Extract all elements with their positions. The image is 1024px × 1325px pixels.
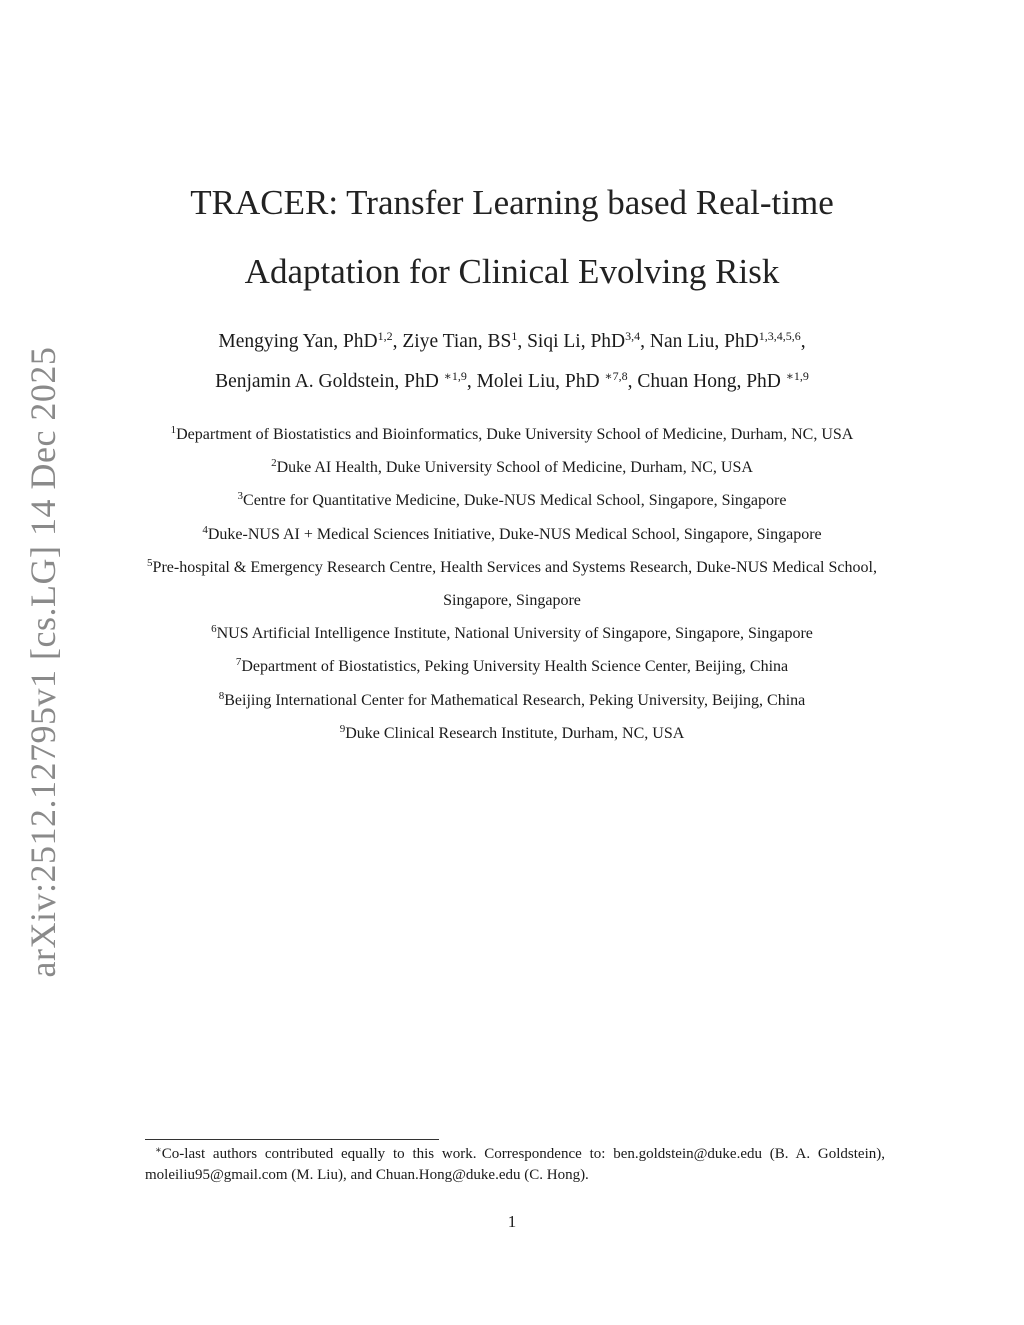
title-line-1: TRACER: Transfer Learning based Real-time xyxy=(190,183,834,222)
affiliation-number: 4 xyxy=(202,523,208,536)
correspondence-footnote xyxy=(145,1144,885,1186)
affiliation-list xyxy=(140,418,884,750)
affiliation-number: 7 xyxy=(235,656,242,669)
affiliation-item xyxy=(140,551,884,617)
affiliation-text: Department of Biostatistics, Peking University Health Science Center, Beijing, China xyxy=(241,658,789,676)
author-separator: , xyxy=(517,331,528,352)
affiliation-item xyxy=(140,451,884,484)
author-name: Ziye Tian, BS xyxy=(402,331,512,352)
footnote-divider xyxy=(145,1139,439,1140)
affiliation-item xyxy=(140,518,884,551)
author-line-1 xyxy=(0,322,1024,362)
affiliation-item xyxy=(140,418,884,451)
author-line-2 xyxy=(0,362,1024,402)
page-number: 1 xyxy=(507,1212,517,1231)
affiliation-item xyxy=(140,717,884,750)
affiliation-text: Beijing International Center for Mathematical Research, Peking University, Beijing, China xyxy=(224,691,806,709)
author-name: Chuan Hong, PhD xyxy=(637,371,786,392)
affiliation-item xyxy=(140,684,884,717)
author-list xyxy=(0,322,1024,402)
author-affiliation-marker: 1,2 xyxy=(377,329,393,343)
affiliation-number: 2 xyxy=(271,457,277,470)
affiliation-text: Pre-hospital & Emergency Research Centre, Health Services and Systems Research, Duke-NUS Medical School, Singapore, Singapore xyxy=(152,558,877,610)
affiliation-text: Duke Clinical Research Institute, Durham, NC, USA xyxy=(345,724,685,742)
author-separator: , xyxy=(466,371,477,392)
title-line-2: Adaptation for Clinical Evolving Risk xyxy=(244,252,780,291)
affiliation-item xyxy=(140,617,884,650)
author-name: Mengying Yan, PhD xyxy=(218,331,378,352)
author-separator: , xyxy=(392,331,403,352)
footnote-text: Co-last authors contributed equally to this work. Correspondence to: ben.goldstein@duke.edu (B. A. Goldstein), moleiliu95@gmail.com (M. Liu), and Chuan.Hong@duke.edu (C. Hong). xyxy=(145,1146,885,1183)
author-separator: , xyxy=(800,331,806,352)
affiliation-text: Centre for Quantitative Medicine, Duke-NUS Medical School, Singapore, Singapore xyxy=(243,492,787,510)
author-affiliation-marker: 3,4 xyxy=(625,329,641,343)
author-name: Siqi Li, PhD xyxy=(527,331,626,352)
author-affiliation-marker: ∗7,8 xyxy=(604,369,628,383)
author-separator: , xyxy=(627,371,638,392)
affiliation-number: 5 xyxy=(147,556,153,569)
paper-title xyxy=(0,168,1024,306)
affiliation-number: 1 xyxy=(170,424,177,436)
affiliation-item xyxy=(140,484,884,517)
affiliation-number: 6 xyxy=(211,623,217,636)
author-affiliation-marker: 1,3,4,5,6 xyxy=(758,329,801,343)
author-affiliation-marker: 1 xyxy=(511,329,518,343)
affiliation-number: 3 xyxy=(237,490,244,503)
affiliation-number: 8 xyxy=(218,689,225,702)
author-name: Molei Liu, PhD xyxy=(476,371,605,392)
footnote-marker: ∗ xyxy=(155,1145,162,1156)
affiliation-text: Department of Biostatistics and Bioinformatics, Duke University School of Medicine, Durham, NC, USA xyxy=(176,426,854,443)
affiliation-number: 9 xyxy=(339,722,346,735)
affiliation-item xyxy=(140,650,884,683)
author-name: Benjamin A. Goldstein, PhD xyxy=(215,371,444,392)
author-name: Nan Liu, PhD xyxy=(649,331,759,352)
author-affiliation-marker: ∗1,9 xyxy=(443,369,467,383)
arxiv-identifier-stamp: arXiv:2512.12795v1 [cs.LG] 14 Dec 2025 xyxy=(23,346,63,978)
author-affiliation-marker: ∗1,9 xyxy=(785,369,809,383)
affiliation-text: NUS Artificial Intelligence Institute, National University of Singapore, Singapore, Singapore xyxy=(216,625,813,643)
affiliation-text: Duke AI Health, Duke University School of Medicine, Durham, NC, USA xyxy=(276,459,753,477)
affiliation-text: Duke-NUS AI + Medical Sciences Initiative, Duke-NUS Medical School, Singapore, Singapore xyxy=(207,525,822,543)
author-separator: , xyxy=(640,331,650,352)
